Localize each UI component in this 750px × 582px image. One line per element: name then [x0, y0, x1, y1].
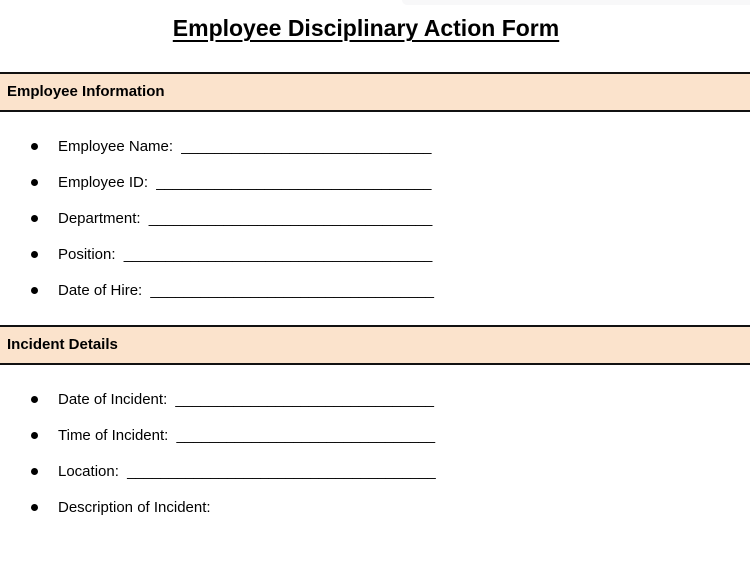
field-label: Time of Incident: — [58, 427, 169, 444]
bullet-icon — [31, 251, 38, 258]
field-label: Date of Hire: — [58, 282, 143, 299]
field-position — [0, 246, 750, 263]
field-label: Position: — [58, 246, 116, 263]
field-label: Employee ID: — [58, 174, 149, 191]
bullet-icon — [31, 432, 38, 439]
field-blank-line[interactable]: _____________________________________ — [127, 463, 436, 480]
field-label: Employee Name: — [58, 138, 174, 155]
field-department — [0, 210, 750, 227]
field-blank-line[interactable]: __________________________________ — [150, 282, 435, 299]
employee-information-field-list — [0, 112, 750, 318]
form-title: Employee Disciplinary Action Form — [172, 15, 560, 41]
field-blank-line[interactable]: _________________________________ — [156, 174, 432, 191]
field-label: Location: — [58, 463, 119, 480]
section-header-employee-information — [0, 72, 750, 112]
bullet-icon — [31, 396, 38, 403]
field-blank-line[interactable]: __________________________________ — [148, 210, 433, 227]
bullet-icon — [31, 143, 38, 150]
bullet-icon — [31, 504, 38, 511]
field-blank-line[interactable]: _______________________________ — [175, 391, 435, 408]
section-header-label: Employee Information — [7, 83, 165, 100]
field-blank-line[interactable]: ______________________________ — [181, 138, 432, 155]
section-header-incident-details — [0, 325, 750, 365]
field-date-of-hire — [0, 282, 750, 299]
field-employee-id — [0, 174, 750, 191]
bullet-icon — [31, 179, 38, 186]
field-location — [0, 463, 750, 480]
field-time-of-incident — [0, 427, 750, 444]
bullet-icon — [31, 287, 38, 294]
field-blank-line[interactable]: _____________________________________ — [123, 246, 433, 263]
field-date-of-incident — [0, 391, 750, 408]
field-description-of-incident — [0, 499, 750, 516]
field-blank-line[interactable]: _______________________________ — [176, 427, 436, 444]
incident-details-field-list — [0, 365, 750, 535]
field-label: Department: — [58, 210, 141, 227]
section-header-label: Incident Details — [7, 336, 118, 353]
bullet-icon — [31, 215, 38, 222]
field-label: Description of Incident: — [58, 499, 211, 516]
top-edge-shadow — [402, 0, 750, 5]
field-label: Date of Incident: — [58, 391, 168, 408]
bullet-icon — [31, 468, 38, 475]
field-employee-name — [0, 138, 750, 155]
